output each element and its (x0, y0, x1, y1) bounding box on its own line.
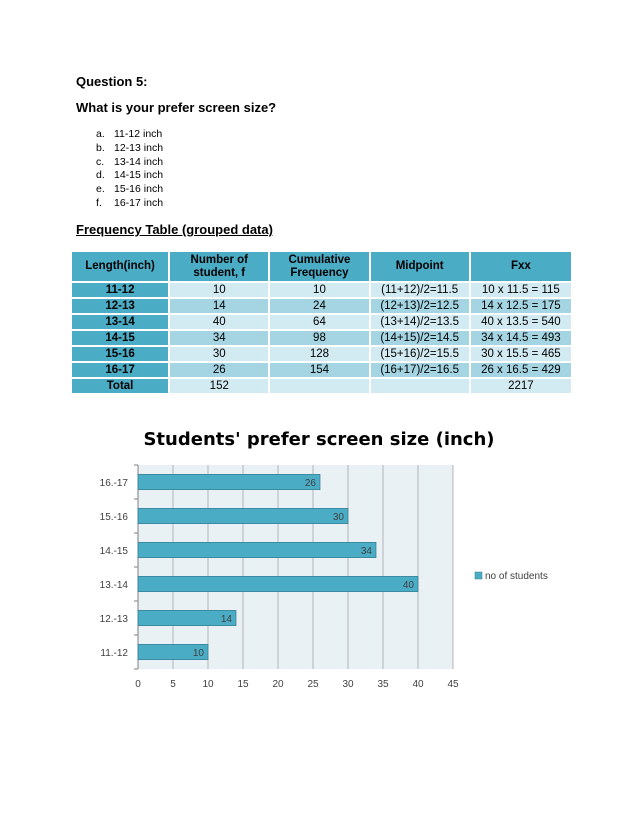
table-cell: 14-15 (72, 331, 168, 345)
option-letter: e. (96, 183, 105, 196)
option-item (96, 183, 163, 197)
column-header: Fxx (471, 252, 571, 281)
bar-chart (0, 455, 638, 705)
data-label: 10 (192, 648, 204, 659)
table-cell: 24 (270, 299, 368, 313)
x-tick-label: 45 (447, 679, 459, 690)
bar (138, 508, 348, 523)
table-cell: 40 x 13.5 = 540 (471, 315, 571, 329)
table-cell: 40 (170, 315, 268, 329)
column-header: Midpoint (371, 252, 469, 281)
legend-label: no of students (485, 571, 548, 582)
y-tick-label: 12.-13 (99, 614, 128, 625)
bar (138, 542, 376, 557)
table-cell: 152 (170, 379, 268, 393)
option-item (96, 169, 163, 183)
table-cell: 10 (170, 283, 268, 297)
x-tick-label: 30 (342, 679, 354, 690)
table-cell: 128 (270, 347, 368, 361)
column-header: Number of student, f (170, 252, 268, 281)
x-tick-label: 15 (237, 679, 249, 690)
table-cell (270, 379, 368, 393)
y-tick-label: 14.-15 (99, 546, 128, 557)
option-letter: b. (96, 141, 105, 154)
table-cell: 12-13 (72, 299, 168, 313)
option-item (96, 197, 163, 211)
table-row (72, 315, 571, 329)
table-row (72, 283, 571, 297)
x-tick-label: 20 (272, 679, 284, 690)
table-cell: 34 (170, 331, 268, 345)
table-header-row (72, 252, 571, 281)
table-cell: (15+16)/2=15.5 (371, 347, 469, 361)
table-row (72, 299, 571, 313)
question-text: What is your prefer screen size? (76, 100, 277, 115)
option-item (96, 142, 163, 156)
bar (138, 474, 320, 489)
option-label: 13-14 inch (114, 155, 164, 168)
table-cell: 30 x 15.5 = 465 (471, 347, 571, 361)
x-tick-label: 0 (135, 679, 141, 690)
column-header: Cumulative Frequency (270, 252, 368, 281)
table-cell: 34 x 14.5 = 493 (471, 331, 571, 345)
y-tick-label: 15.-16 (99, 512, 128, 523)
table-cell: 30 (170, 347, 268, 361)
table-cell: 10 (270, 283, 368, 297)
plot-area (138, 465, 453, 669)
table-row (72, 347, 571, 361)
column-header: Length(inch) (72, 252, 168, 281)
question-number: Question 5: (76, 74, 148, 89)
data-label: 34 (360, 546, 372, 557)
option-letter: d. (96, 169, 105, 182)
y-tick-label: 11.-12 (100, 648, 128, 659)
option-item (96, 156, 163, 170)
table-cell: (11+12)/2=11.5 (371, 283, 469, 297)
y-tick-label: 13.-14 (99, 580, 128, 591)
chart-title: Students' prefer screen size (inch) (143, 429, 495, 450)
table-row (72, 363, 571, 377)
table-cell: 14 x 12.5 = 175 (471, 299, 571, 313)
legend-swatch (475, 572, 482, 579)
table-cell (371, 379, 469, 393)
option-label: 16-17 inch (114, 196, 164, 209)
table-cell: 154 (270, 363, 368, 377)
option-letter: f. (96, 196, 102, 209)
table-cell: (12+13)/2=12.5 (371, 299, 469, 313)
x-tick-label: 40 (412, 679, 424, 690)
option-label: 11-12 inch (114, 128, 163, 140)
data-label: 40 (402, 580, 414, 591)
table-cell: 10 x 11.5 = 115 (471, 283, 571, 297)
table-total-row (72, 379, 571, 393)
option-letter: c. (96, 155, 105, 168)
bar (138, 576, 418, 591)
table-row (72, 331, 571, 345)
data-label: 14 (220, 614, 232, 625)
table-cell: 15-16 (72, 347, 168, 361)
frequency-table-title: Frequency Table (grouped data) (76, 222, 273, 237)
option-item (96, 128, 163, 142)
option-label: 15-16 inch (114, 183, 164, 196)
data-label: 26 (304, 478, 316, 489)
x-tick-label: 25 (307, 679, 319, 690)
option-label: 12-13 inch (114, 141, 164, 154)
table-cell: 26 (170, 363, 268, 377)
options-list (96, 128, 163, 211)
table-cell: 16-17 (72, 363, 168, 377)
table-cell: 14 (170, 299, 268, 313)
table-cell: (16+17)/2=16.5 (371, 363, 469, 377)
table-cell: Total (72, 379, 168, 393)
option-letter: a. (96, 128, 105, 140)
frequency-table (70, 250, 573, 395)
table-cell: (14+15)/2=14.5 (371, 331, 469, 345)
table-cell: 64 (270, 315, 368, 329)
x-tick-label: 10 (202, 679, 214, 690)
option-label: 14-15 inch (114, 169, 164, 182)
table-cell: (13+14)/2=13.5 (371, 315, 469, 329)
data-label: 30 (332, 512, 344, 523)
y-tick-label: 16.-17 (99, 478, 128, 489)
table-cell: 11-12 (72, 283, 168, 297)
x-tick-label: 5 (170, 679, 176, 690)
table-cell: 98 (270, 331, 368, 345)
table-cell: 26 x 16.5 = 429 (471, 363, 571, 377)
x-tick-label: 35 (377, 679, 389, 690)
table-cell: 2217 (471, 379, 571, 393)
table-cell: 13-14 (72, 315, 168, 329)
